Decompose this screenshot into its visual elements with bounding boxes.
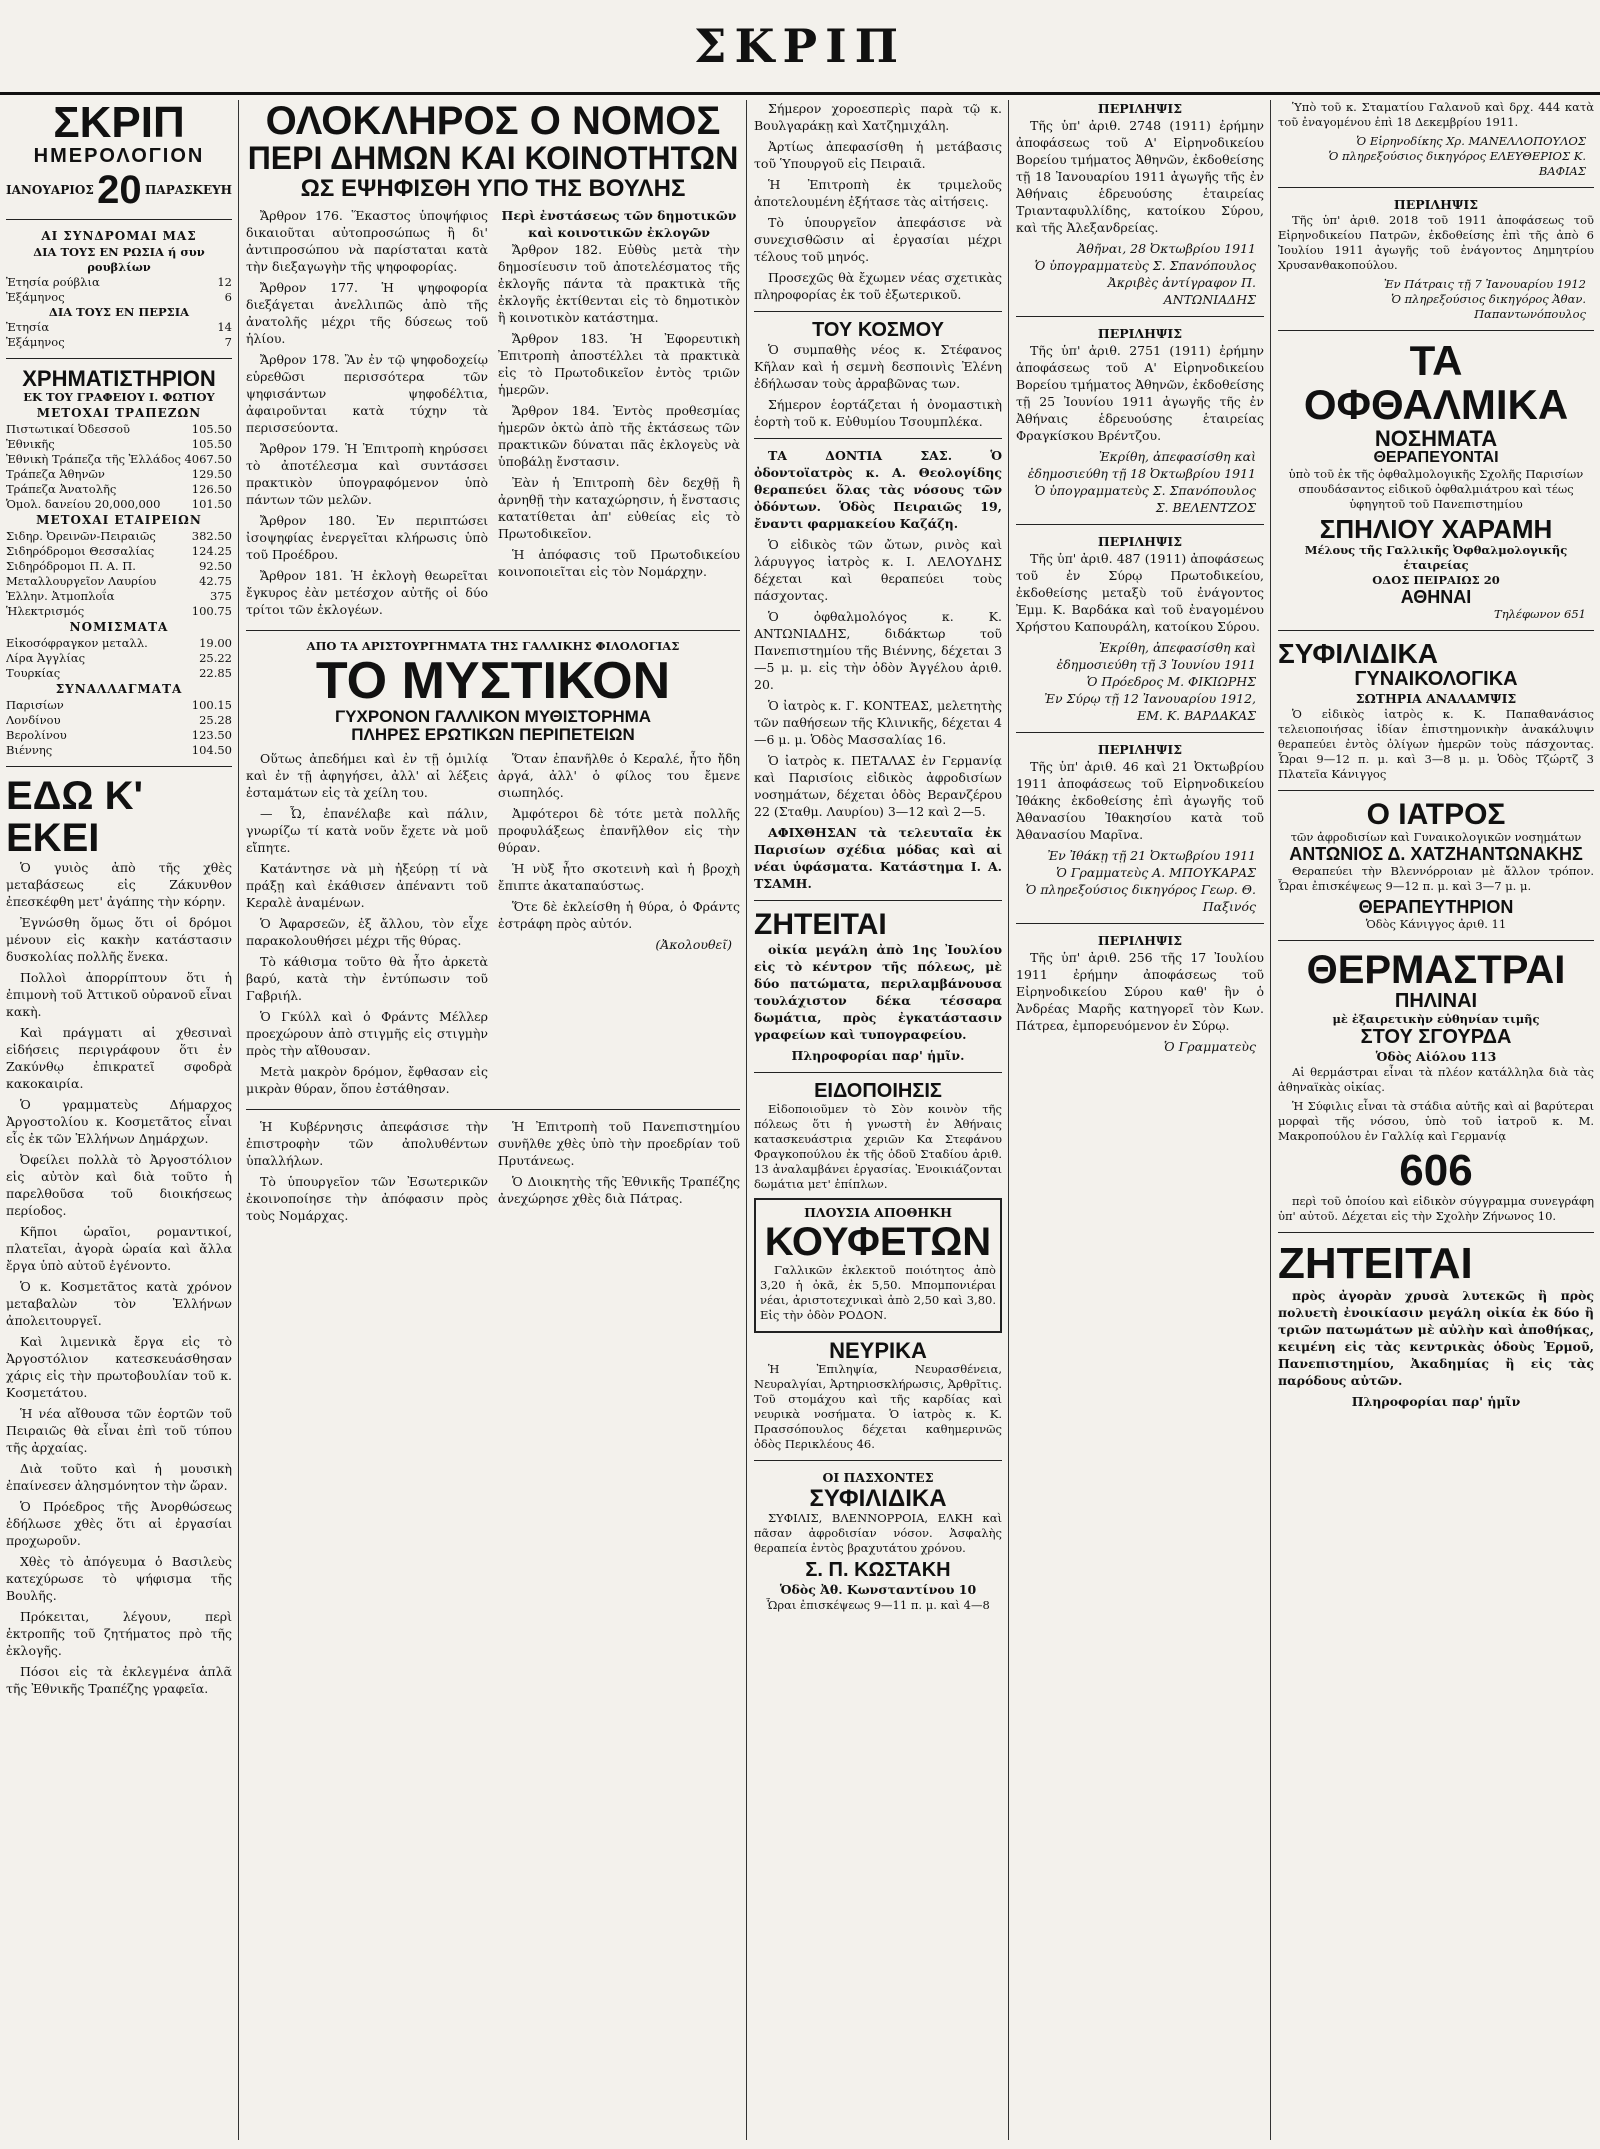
ad-text: Θεραπεύει τὴν Βλεννόρροιαν μὲ ἄλλον τρόπον. Ὧραι ἐπισκέψεως 9—12 π. μ. καὶ 3—7 μ. μ. (1278, 864, 1594, 894)
section-title: ΕΙΔΟΠΟΙΗΣΙΣ (814, 1079, 942, 1102)
ad-text: περὶ τοῦ ὁποίου καὶ εἰδικὸν σύγγραμμα συνεγράφη ὑπ' αὐτοῦ. Δέχεται εἰς τὴν Σχολὴν Ζήνωνος 10. (1278, 1194, 1594, 1224)
news-block (246, 1118, 740, 1228)
paragraph: Οὕτως ἀπεδήμει καὶ ἐν τῇ ὁμιλίᾳ καὶ ἐν τῇ ἀφηγήσει, ἀλλ' αἱ λέξεις ἐσταμάτων εἰς τὰ χείλη του. (246, 751, 488, 801)
notice-title: ΠΕΡΙΛΗΨΙΣ (1097, 101, 1183, 116)
table-cell: Ὁμολ. δανείου 20,000,000 (6, 497, 161, 512)
table-cell: Ἐξάμηνος (6, 290, 65, 305)
date-box (6, 169, 232, 211)
paragraph: Ὁ Πρόεδρος τῆς Ἀνορθώσεως ἐδήλωσε χθὲς ὅτι αἱ ἐργασίαι προχωροῦν. (6, 1499, 232, 1549)
ad-title: ΤΑ ΟΦΘΑΛΜΙΚΑ (1303, 337, 1569, 429)
legal-notice (1016, 533, 1264, 724)
paragraph: Τὸ ὑπουργεῖον τῶν Ἐσωτερικῶν ἐκοινοποίησε τὴν ἀπόφασιν πρὸς τοὺς Νομάρχας. (246, 1174, 488, 1224)
table-cell: Ἐτησία ρούβλια (6, 275, 100, 290)
column-right (1278, 100, 1594, 2140)
legal-notice (1016, 325, 1264, 516)
divider (1278, 1232, 1594, 1233)
notice-title: ΠΕΡΙΛΗΨΙΣ (1097, 326, 1183, 341)
paragraph: Καὶ λιμενικὰ ἔργα εἰς τὸ Ἀργοστόλιον κατεσκευάσθησαν χάρις εἰς τὴν πρωτοβουλίαν τοῦ κ. Κοσμετάτου. (6, 1334, 232, 1401)
ad-info: Πληροφορίαι παρ' ἡμῖν (1351, 1394, 1521, 1410)
table-cell: Ἐξάμηνος (6, 335, 65, 350)
divider (246, 630, 740, 631)
paragraph: Ἡ Κυβέρνησις ἀπεφάσισε τὴν ἐπιστροφὴν τῶν ἀπολυθέντων ὑπαλλήλων. (246, 1119, 488, 1169)
ad-title: ΘΕΡΜΑΣΤΡΑΙ (1306, 947, 1566, 992)
table-row (6, 437, 232, 452)
column-center (754, 100, 1002, 2140)
column-center-right (1016, 100, 1264, 2140)
ad-shop: ΣΤΟΥ ΣΓΟΥΡΔΑ (1360, 1025, 1512, 1048)
notice-text: Τῆς ὑπ' ἀριθ. 487 (1911) ἀποφάσεως τοῦ ἐν Σύρῳ Πρωτοδικείου, ἐκδοθείσης μεταξὺ τοῦ ἐνάγοντος Ἐμμ. Κ. Βαρδάκα καὶ τοῦ ἐναγομένου Χρήστου Καπουράλη, κατοίκου Σύρου. (1016, 551, 1264, 634)
article-body (6, 859, 232, 1697)
quotes-table (6, 636, 232, 681)
ad-doctor: Ὁ εἰδικὸς τῶν ὤτων, ρινὸς καὶ λάρυγγος ἰατρὸς κ. Ι. ΛΕΛΟΥΔΗΣ δέχεται καὶ θεραπεύει τοὺς πάσχοντας. (754, 537, 1002, 603)
table-cell: Τουρκίας (6, 666, 61, 681)
divider (754, 1072, 1002, 1073)
ad-text: πρὸς ἀγορὰν χρυσὰ λυτεκῶς ἢ πρὸς πολυετὴ ἐνοικίασιν μεγάλη οἰκία ἐκ δύο ἢ τριῶν πατωμάτων μὲ αὐλὴν καὶ ἀποθήκας, κειμένη εἰς τὰς κεντρικὰς ὁδοὺς Ἑρμοῦ, Πανεπιστημίου, Ἀκαδημίας ἢ εἰς τὰς παρόδους αὐτῶν. (1278, 1288, 1594, 1389)
divider (754, 438, 1002, 439)
ad-subtitle: ΘΕΡΑΠΕΥΟΝΤΑΙ (1373, 449, 1499, 467)
column-rule (238, 100, 239, 2140)
table-row (6, 335, 232, 350)
subscriptions-russia: ΔΙΑ ΤΟΥΣ ΕΝ ΡΩΣΙΑ ή συν ρουβλίων (33, 245, 205, 275)
paragraph: Ἄρθρον 177. Ἡ ψηφοφορία διεξάγεται ἀνελλιπῶς ἀπὸ τῆς ἀνατολῆς μέχρι τῆς δύσεως τοῦ ἡλίου. (246, 279, 488, 346)
ad-subtitle: ΓΥΝΑΙΚΟΛΟΓΙΚΑ (1354, 667, 1518, 690)
table-cell: 126.50 (191, 482, 232, 497)
table-row (6, 544, 232, 559)
ad-city: ΑΘΗΝΑΙ (1400, 587, 1472, 608)
paragraph: Ἄρθρον 182. Εὐθὺς μετὰ τὴν δημοσίευσιν τοῦ ἀποτελέσματος τῆς ἐκλογῆς πάντα τὰ πρακτικὰ τῆς ἐκλογῆς ἐκτίθενται εἰς τὸ δημοτικὸν ἢ κοινοτικὸν κατάστημα. (498, 241, 740, 325)
feuilleton-subtitle: ΠΛΗΡΕΣ ΕΡΩΤΙΚΩΝ ΠΕΡΙΠΕΤΕΙΩΝ (351, 725, 635, 745)
paragraph: Ὀφείλει πολλὰ τὸ Ἀργοστόλιον εἰς αὐτὸν καὶ διὰ τοῦτο ἡ παρελθοῦσα τοῦ διοικήσεως περίοδος. (6, 1152, 232, 1219)
divider (1016, 524, 1264, 525)
notice-signature: Ἀκριβὲς ἀντίγραφον Π. ΑΝΤΩΝΙΑΔΗΣ (1107, 275, 1256, 307)
feuilleton-body (246, 750, 740, 1101)
paragraph: Ὁ Ἀφαρσεῶν, ἐξ ἄλλου, τὸν εἶχε παρακολουθήσει μέχρι τῆς θύρας. (246, 916, 488, 949)
table-cell: 25.22 (199, 651, 232, 666)
ad-text: Ἡ Ἐπιληψία, Νευρασθένεια, Νευραλγίαι, Ἀρτηριοσκλήρωσις, Ἀρθρῖτις. Τοῦ στομάχου καὶ τῆς καρδίας καὶ νευρικὰ νοσήματα. Ὁ ἰατρὸς κ. Κ. Πρασσόπουλος δέχεται καθημερινῶς ὁδὸς Περικλέους 46. (754, 1361, 1002, 1451)
table-cell: 25.28 (199, 713, 232, 728)
paragraph: Καὶ πράγματι αἱ χθεσιναὶ εἰδήσεις περιγράφουν ὅτι ἐν Ζακύνθῳ ἐπικρατεῖ σφοδρὰ κακοκαιρία. (6, 1025, 232, 1092)
table-cell: Ἐθνικῆς (6, 437, 55, 452)
date-weekday: ΠΑΡΑΣΚΕΥΗ (145, 182, 232, 197)
subscriptions-persia: ΔΙΑ ΤΟΥΣ ΕΝ ΠΕΡΣΙΑ (48, 305, 190, 320)
ad-address: Ὁδὸς Κάνιγγος ἀριθ. 11 (1365, 916, 1507, 931)
ad-name: Σ. Π. ΚΩΣΤΑΚΗ (805, 1558, 951, 1581)
law-subhead: Περὶ ἐνστάσεως τῶν δημοτικῶν καὶ κοινοτικῶν ἐκλογῶν (501, 207, 737, 240)
paragraph: Ἀμφότεροι δὲ τότε μετὰ πολλῆς προφυλάξεως ἐπανῆλθον εἰς τὴν θύραν. (498, 806, 740, 856)
notice-text: Τῆς ὑπ' ἀριθ. 2748 (1911) ἐρήμην ἀποφάσεως τοῦ Α' Εἰρηνοδικείου Βορείου τμήματος Ἀθηνῶν, ἐκδοθείσης τῇ 18 Ἰανουαρίου 1911 ἀγωγῆς τῆς ἐν Ἀθήναις ἑδρευούσης ἑταιρείας Τριανταφυλλίδης, κατοίκου Σύρου, καὶ τῆς Ἀλεξανδρείας. (1016, 118, 1264, 235)
ad-number: 606 (1399, 1145, 1473, 1195)
column-rule (1008, 100, 1009, 2140)
table-cell: Βερολίνου (6, 728, 67, 743)
paragraph: Ἄρθρον 179. Ἡ Ἐπιτροπὴ κηρύσσει τὸ ἀποτέλεσμα καὶ συντάσσει πρακτικὸν ὑπογραφόμενον ὑπὸ πάντων τῶν μελῶν. (246, 440, 488, 507)
table-cell: 19.00 (199, 636, 232, 651)
notice-signature: Ὁ πληρεξούσιος δικηγόρος ΕΛΕΥΘΕΡΙΟΣ Κ. ΒΑΦΙΑΣ (1328, 149, 1586, 178)
divider (1278, 790, 1594, 791)
paragraph: — Ὦ, ἐπανέλαβε καὶ πάλιν, γνωρίζω τί κατὰ νοῦν ἔχετε νὰ μοῦ εἴπητε. (246, 806, 488, 856)
notice-date: Ὁ Γραμματεὺς (1163, 1039, 1256, 1054)
law-column (246, 207, 488, 622)
ad-subtitle: ΠΗΛΙΝΑΙ (1394, 989, 1478, 1012)
divider (1016, 923, 1264, 924)
notice-date: Ἐκρίθη, ἀπεφασίσθη καὶ ἐδημοσιεύθη τῇ 18 Ὀκτωβρίου 1911 (1027, 449, 1256, 481)
feuilleton-subtitle: ΓΥΧΡΟΝΟΝ ΓΑΛΛΙΚΟΝ ΜΥΘΙΣΤΟΡΗΜΑ (334, 707, 652, 727)
ad-dentist: ΤΑ ΔΟΝΤΙΑ ΣΑΣ. Ὁ ὀδοντοϊατρὸς κ. Α. Θεολογίδης θεραπεύει ὅλας τὰς νόσους τῶν ὀδόντων. Ὁδὸς Πειραιῶς 19, ἔναντι φαρμακείου Καζάζη. (754, 448, 1002, 531)
paragraph: Πόσοι εἰς τὰ ἐκλεγμένα ἁπλᾶ τῆς Ἐθνικῆς Τραπέζης γραφεῖα. (6, 1664, 232, 1697)
table-cell: Μεταλλουργεῖον Λαυρίου (6, 574, 157, 589)
news-column (246, 1118, 488, 1228)
paragraph: Ἀρτίως ἀπεφασίσθη ἡ μετάβασις τοῦ Ὑπουργοῦ εἰς Πειραιᾶ. (754, 139, 1002, 171)
table-cell: 123.50 (191, 728, 232, 743)
table-cell: Σιδηρόδρομοι Θεσσαλίας (6, 544, 155, 559)
paragraph: Ἐγνώσθη ὅμως ὅτι οἱ δρόμοι μένουν εἰς κακὴν κατάστασιν δυσκολίας πολλῆς ἕνεκα. (6, 915, 232, 965)
paragraph: Ὅτε δὲ ἐκλείσθη ἡ θύρα, ὁ Φράντς ἐστράφη πρὸς αὐτόν. (498, 899, 740, 932)
headline: ΠΕΡΙ ΔΗΜΩΝ ΚΑΙ ΚΟΙΝΟΤΗΤΩΝ (247, 140, 739, 176)
ad-syphilis (1278, 639, 1594, 781)
notice-signature: Ὁ Γραμματεὺς Α. ΜΠΟΥΚΑΡΑΣ (1056, 865, 1256, 880)
notice-text: Τῆς ὑπ' ἀριθ. 2751 (1911) ἐρήμην ἀποφάσεως τοῦ Α' Εἰρηνοδικείου Βορείου τμήματος Ἀθηνῶν, ἐκδοθείσης τῇ 25 Ἰουνίου 1911 ἀγωγῆς τῆς ἐν Ἀθήναις ἑδρευούσης ἑταιρείας Φραγκίσκου Βρέντζου. (1016, 343, 1264, 443)
masthead-title: ΣΚΡΙΠ (693, 19, 907, 73)
column-rule (746, 100, 747, 2140)
table-row (6, 651, 232, 666)
legal-notice (1278, 100, 1594, 179)
ad-kicker: ΠΛΟΥΣΙΑ ΑΠΟΘΗΚΗ (804, 1204, 952, 1220)
notice-title: ΠΕΡΙΛΗΨΙΣ (1097, 534, 1183, 549)
legal-notice (1016, 100, 1264, 308)
notice-signature: Ὁ Εἰρηνοδίκης Χρ. ΜΑΝΕΛΛΟΠΟΥΛΟΣ (1356, 134, 1586, 148)
table-row (6, 559, 232, 574)
table-cell: 12 (217, 275, 232, 290)
paragraph: Μετὰ μακρὸν δρόμον, ἔφθασαν εἰς μικρὰν θύραν, ὅπου ἐστάθησαν. (246, 1064, 488, 1097)
paragraph: Ἐὰν ἡ Ἐπιτροπὴ δὲν δεχθῇ ἢ ἀρνηθῇ τὴν καταχώρησιν, ἡ ἔνστασις κατατίθεται ἀπ' εὐθείας εἰς τὸ Πρωτοδικεῖον. (498, 474, 740, 541)
table-cell: 382.50 (191, 529, 232, 544)
ad-wanted-text: οἰκία μεγάλη ἀπὸ 1ης Ἰουλίου εἰς τὸ κέντρον τῆς πόλεως, μὲ δύο πατώματα, περιλαμβάνουσα τουλάχιστον δέκα τέσσαρα δωμάτια, πρὸς ἐγκατάστασιν γραφείων καὶ τυπογραφείου. (754, 941, 1002, 1042)
table-cell: 22.85 (199, 666, 232, 681)
table-cell: Παρισίων (6, 698, 64, 713)
feuilleton-title: ΤΟ ΜΥΣΤΙΚΟΝ (315, 651, 671, 710)
table-cell: 124.25 (191, 544, 232, 559)
ad-text: ὑπὸ τοῦ ἐκ τῆς ὀφθαλμολογικῆς Σχολῆς Παρισίων σπουδάσαντος εἰδικοῦ ὀφθαλμιάτρου καὶ τέως ὑφηγητοῦ τοῦ Πανεπιστημίου (1288, 467, 1584, 512)
notice-title: ΠΕΡΙΛΗΨΙΣ (1393, 197, 1479, 212)
ad-wanted-info: Πληροφορίαι παρ' ἡμῖν. (791, 1047, 965, 1063)
paragraph: Εἰδοποιοῦμεν τὸ Σὸν κοινὸν τῆς πόλεως ὅτι ἡ γνωστὴ ἐν Ἀθήναις κατασκευάστρια χεριῶν Κα Στεφάνου Φραγκοπούλου ἐκ τῆς ὁδοῦ Σταδίου ἀριθ. 13 ἀναλαμβάνει ἐργασίας. Ἐνοικιάζονται δωμάτια μετ' ἐπίπλων. (754, 1101, 1002, 1191)
divider (754, 311, 1002, 312)
ad-text: Γαλλικῶν ἐκλεκτοῦ ποιότητος ἀπὸ 3,20 ἡ ὀκᾶ, ἐκ 5,50. Μπομπονιέραι νέαι, ἀριστοτεχνικαὶ ἀπὸ 2,50 καὶ 3,80. Εἰς τὴν ὁδὸν ΡΟΔΟΝ. (760, 1262, 996, 1322)
paragraph: Ὁ συμπαθὴς νέος κ. Στέφανος Κῆλαν καὶ ἡ σεμνὴ δεσποινὶς Ἐλένη ἐδήλωσαν τοὺς ἀρραβῶνας των. (754, 342, 1002, 391)
exchange-group: ΝΟΜΙΣΜΑΤΑ (69, 620, 169, 635)
table-row (6, 589, 232, 604)
paper-title: ΣΚΡΙΠ (53, 100, 185, 147)
table-cell: Πιστωτικαί Ὀδεσσοῦ (6, 422, 131, 437)
ad-koufeta (754, 1198, 1002, 1333)
table-row (6, 574, 232, 589)
news-column (498, 1118, 740, 1228)
date-day: 20 (97, 168, 142, 213)
table-row (6, 452, 232, 467)
table-cell: Λίρα Ἀγγλίας (6, 651, 86, 666)
notice-date: Ἀθῆναι, 28 Ὀκτωβρίου 1911 (1077, 241, 1256, 256)
ad-title: ΣΥΦΙΛΙΔΙΚΑ (1278, 638, 1438, 670)
notice-date: Ἐν Ἰθάκῃ τῇ 21 Ὀκτωβρίου 1911 (1047, 848, 1256, 863)
table-cell: 42.75 (199, 574, 232, 589)
ad-address: Ὁδὸς Ἀθ. Κωνσταντίνου 10 (779, 1581, 977, 1597)
divider (246, 1109, 740, 1110)
column-left (6, 100, 232, 2140)
paragraph: Πολλοὶ ἀπορρίπτουν ὅτι ἡ ἐπιμονὴ τοῦ Ἀττικοῦ οὐρανοῦ εἶναι κακὴ. (6, 970, 232, 1020)
ad-text: Αἱ θερμάστραι εἶναι τὰ πλέον κατάλληλα διὰ τὰς ἀθηναϊκὰς οἰκίας. (1278, 1064, 1594, 1094)
paragraph: Σήμερον χοροεσπερὶς παρὰ τῷ κ. Βουλγαράκῃ καὶ Χατζημιχάλη. (754, 101, 1002, 133)
paragraph: Ἄρθρον 180. Ἐν περιπτώσει ἰσοψηφίας ἐνεργεῖται κλήρωσις ὑπὸ τοῦ Προέδρου. (246, 512, 488, 562)
table-row (6, 497, 232, 512)
table-cell: 101.50 (191, 497, 232, 512)
table-row (6, 743, 232, 758)
ad-title: ΖΗΤΕΙΤΑΙ (1278, 1239, 1473, 1289)
ad-address: Ὁδὸς Αἰόλου 113 (1375, 1048, 1497, 1064)
divider (1016, 732, 1264, 733)
ad-subtitle: μὲ ἐξαιρετικὴν εὐθηνίαν τιμῆς (1332, 1011, 1540, 1026)
ad-phone: Τηλέφωνον 651 (1494, 607, 1586, 622)
table-cell: 4067.50 (184, 452, 232, 467)
paragraph: Ὁ Γκύλλ καὶ ὁ Φράντς Μέλλερ προεχώρουν ἀπὸ στιγμῆς εἰς στιγμὴν πρὸς τὴν αἴθουσαν. (246, 1009, 488, 1059)
ad-kicker: ΣΩΤΗΡΙΑ ΑΝΑΛΑΜΨΙΣ (1355, 690, 1517, 706)
ad-doctor (1278, 799, 1594, 932)
paragraph: Ἄρθρον 178. Ἂν ἐν τῷ ψηφοδοχείῳ εὑρεθῶσι περισσότερα τῶν ψηφισάντων ψηφοδέλτια, ἀφαιροῦνται κατὰ τύχην τὰ περισσεύοντα. (246, 351, 488, 435)
table-cell: Ἑλλην. Ἀτμοπλοΐα (6, 589, 115, 604)
continued-note: (Ἀκολουθεῖ) (655, 937, 732, 953)
masthead-rule (0, 92, 1600, 95)
paragraph: Προσεχῶς θὰ ἔχωμεν νέας σχετικὰς πληροφορίας ἐκ τοῦ ἐξωτερικοῦ. (754, 270, 1002, 302)
ad-kicker: ΟΙ ΠΑΣΧΟΝΤΕΣ (822, 1469, 934, 1485)
notice-signature: Ὁ Πρόεδρος Μ. ΦΙΚΙΩΡΗΣ (1086, 674, 1256, 689)
divider (754, 1460, 1002, 1461)
quotes-table (6, 529, 232, 619)
ad-text: Ὁ εἰδικὸς ἰατρὸς κ. Κ. Παπαθανάσιος τελειοποιήσας ἰδίαν ἐπιστημονικὴν ἀνακάλυψιν θεραπεύει ἐντὸς ὀλίγων ἡμερῶν τοὺς πάσχοντας. Ὧραι 9—12 π. μ. καὶ 3—8 μ. μ. Ὁδὸς Τζώρτζ 3 Πλατεῖα Κάνιγγος (1278, 706, 1594, 781)
paragraph: Ἡ Ἐπιτροπὴ ἐκ τριμελοῦς ἀποτελουμένη ἐξήτασε τὰς αἰτήσεις. (754, 177, 1002, 209)
paragraph: Κατάντησε νὰ μὴ ἠξεύρῃ τί νὰ πράξῃ καὶ ἐκάθισεν ἀπέναντι τοῦ Κεραλὲ ἀναμένων. (246, 861, 488, 911)
paragraph: Ὁ γραμματεὺς Δήμαρχος Ἀργοστολίου κ. Κοσμετᾶτος εἶναι εἷς ἐκ τῶν Ἑλλήνων Δημάρχων. (6, 1097, 232, 1147)
table-cell: Ἐθνικὴ Τράπεζα τῆς Ἑλλάδος (6, 452, 181, 467)
divider (1278, 940, 1594, 941)
notice-signature: Ὁ πληρεξούσιος δικηγόρος Ἀθαν. Παπαντωνόπουλος (1391, 292, 1586, 321)
paragraph: Ἡ νὺξ ἦτο σκοτεινὴ καὶ ἡ βροχὴ ἔπιπτε ἀκαταπαύστως. (498, 861, 740, 894)
table-cell: Σιδηρόδρομοι Π. Α. Π. (6, 559, 136, 574)
table-cell: 14 (217, 320, 232, 335)
subscriptions-table (6, 320, 232, 350)
notice-text: Τῆς ὑπ' ἀριθ. 256 τῆς 17 Ἰουλίου 1911 ἐρήμην ἀποφάσεως τοῦ Εἰρηνοδικείου Σύρου καθ' ἣν ὁ Ἀνδρέας Μαρῆς κατηγορεῖ τὸν Κων. Πάτρεα, ἐμπορευόμενον ἐν Σύρῳ. (1016, 950, 1264, 1033)
table-row (6, 422, 232, 437)
table-row (6, 604, 232, 619)
notice-signature: Σ. ΒΕΛΕΝΤΖΟΣ (1155, 500, 1256, 515)
ad-ophthalmic (1278, 339, 1594, 622)
legal-notice (1016, 741, 1264, 915)
notice-text: Τῆς ὑπ' ἀριθ. 46 καὶ 21 Ὀκτωβρίου 1911 ἀποφάσεως τοῦ Εἰρηνοδικείου Ἰθάκης ἐκδοθείσης ἐπὶ ἀγωγῆς τοῦ Ἀθανασίου Ἰθακησίου κατὰ τοῦ Ἀθανασίου Μαρῖνα. (1016, 759, 1264, 842)
quotes-table (6, 698, 232, 758)
exchange-group: ΜΕΤΟΧΑΙ ΕΤΑΙΡΕΙΩΝ (36, 513, 202, 528)
table-cell: Ἡλεκτρισμός (6, 604, 85, 619)
table-cell: 7 (224, 335, 232, 350)
paragraph: Χθὲς τὸ ἀπόγευμα ὁ Βασιλεὺς κατεχύρωσε τὸ ψήφισμα τῆς Βουλῆς. (6, 1554, 232, 1604)
table-row (6, 713, 232, 728)
masthead (0, 0, 1600, 92)
paragraph: Τὸ κάθισμα τοῦτο θὰ ἦτο ἀρκετὰ βαρύ, κατὰ τὴν ἐντύπωσιν τοῦ Γαβριήλ. (246, 954, 488, 1004)
table-cell: 6 (224, 290, 232, 305)
paragraph: Ἡ Ἐπιτροπὴ τοῦ Πανεπιστημίου συνῆλθε χθὲς ὑπὸ τὴν προεδρίαν τοῦ Πρυτάνεως. (498, 1119, 740, 1169)
ad-text: ΣΥΦΙΛΙΣ, ΒΛΕΝΝΟΡΡΟΙΑ, ΕΛΚΗ καὶ πᾶσαν ἀφροδισίαν νόσον. Ἀσφαλὴς θεραπεία ἐντὸς βραχυτάτου χρόνου. (754, 1510, 1002, 1555)
table-cell: 129.50 (191, 467, 232, 482)
notice-signature: Ὁ πληρεξούσιος δικηγόρος Γεωρ. Θ. Παξινός (1025, 882, 1256, 914)
paragraph: Ἄρθρον 176. Ἕκαστος ὑποψήφιος δικαιοῦται αὐτοπροσώπως ἢ δι' ἀντιπροσώπου νὰ παρίσταται κατὰ τὴν διεξαγωγὴν τῆς ψηφοφορίας. (246, 207, 488, 274)
notice-title: ΠΕΡΙΛΗΨΙΣ (1097, 933, 1183, 948)
table-row (6, 636, 232, 651)
law-column (498, 207, 740, 622)
ad-label: ΘΕΡΑΠΕΥΤΗΡΙΟΝ (1358, 897, 1514, 918)
legal-notice (1278, 196, 1594, 322)
ad-name: ΑΝΤΩΝΙΟΣ Δ. ΧΑΤΖΗΑΝΤΩΝΑΚΗΣ (1289, 844, 1583, 865)
ad-doctor: Ὁ ἰατρὸς κ. ΠΕΤΑΛΑΣ ἐν Γερμανίᾳ καὶ Παρισίοις εἰδικὸς ἀφροδισίων νοσημάτων, δέχεται ὁδὸς Βερανζέρου 22 (Σταθμ. Λαυρίου) 3—12 καὶ 2—5. (754, 753, 1002, 819)
table-cell: Τράπεζα Ἀνατολῆς (6, 482, 117, 497)
table-cell: 100.75 (191, 604, 232, 619)
paragraph: Πρόκειται, λέγουν, περὶ ἐκτροπῆς τοῦ ζητήματος πρὸ τῆς ἐκλογῆς. (6, 1609, 232, 1659)
table-row (6, 482, 232, 497)
ad-title: ΚΟΥΦΕΤΩΝ (764, 1219, 992, 1264)
paragraph: Ὅταν ἐπανῆλθε ὁ Κεραλέ, ἦτο ἤδη ἀργά, ἀλλ' ὁ φίλος του ἔμενε σιωπηλός. (498, 751, 740, 801)
column-center-left (246, 100, 740, 2140)
paragraph: Ἄρθρον 183. Ἡ Ἐφορευτικὴ Ἐπιτροπὴ ἀποστέλλει τὰ πρακτικὰ εἰς τὸ Πρωτοδικεῖον ἐντὸς τριῶν ἡμερῶν. (498, 330, 740, 397)
ad-doctor: Ὁ ὀφθαλμολόγος κ. Κ. ΑΝΤΩΝΙΑΔΗΣ, διδάκτωρ τοῦ Πανεπιστημίου τῆς Βιέννης, δέχεται 3—5 μ. μ. εἰς τὴν ὁδὸν Ἀγγέλου ἀριθ. 20. (754, 609, 1002, 692)
notice-signature: Ἐν Πάτραις τῇ 7 Ἰανουαρίου 1912 (1383, 277, 1586, 291)
notice-text: Τῆς ὑπ' ἀριθ. 2018 τοῦ 1911 ἀποφάσεως τοῦ Εἰρηνοδικείου Πατρῶν, ἐκδοθείσης ἐπὶ τῆς ἀπὸ 6 Ἰουλίου 1911 ἀγωγῆς τοῦ ἐνάγοντος Δημητρίου Χρυσανθακοπούλου. (1278, 213, 1594, 272)
table-row (6, 290, 232, 305)
paragraph: Τὸ ὑπουργεῖον ἀπεφάσισε νὰ συνεχισθῶσιν αἱ ἐργασίαι μέχρι τέλους τοῦ μηνός. (754, 215, 1002, 264)
paragraph: Ὁ Διοικητὴς τῆς Ἐθνικῆς Τραπέζης ἀνεχώρησε χθὲς διὰ Πάτρας. (498, 1174, 740, 1207)
feuilleton-column (246, 750, 488, 1101)
headline: ΟΛΟΚΛΗΡΟΣ Ο ΝΟΜΟΣ (265, 100, 721, 143)
table-row (6, 467, 232, 482)
notice-signature: Ὁ ὑπογραμματεὺς Σ. Σπανόπουλος (1034, 483, 1256, 498)
table-cell: Τράπεζα Ἀθηνῶν (6, 467, 105, 482)
table-row (6, 275, 232, 290)
legal-notice (1016, 932, 1264, 1055)
divider (6, 358, 232, 359)
ad-doctor: Ὁ ἰατρὸς κ. Γ. ΚΟΝΤΕΑΣ, μελετητὴς τῶν παθήσεων τῆς Κλινικῆς, δέχεται 4—6 μ. μ. Ὁδὸς Μασσαλίας 16. (754, 698, 1002, 747)
table-row (6, 666, 232, 681)
paragraph: Διὰ τοῦτο καὶ ἡ μουσικὴ ἐπαίνεσεν ἀλησμόνητον τὴν ὥραν. (6, 1461, 232, 1494)
divider (1016, 316, 1264, 317)
divider (1278, 330, 1594, 331)
table-row (6, 698, 232, 713)
feuilleton-column (498, 750, 740, 1101)
exchange-group: ΜΕΤΟΧΑΙ ΤΡΑΠΕΖΩΝ (36, 406, 202, 421)
exchange-heading: ΧΡΗΜΑΤΙΣΤΗΡΙΟΝ (22, 366, 216, 392)
notice-signature: Ὁ ὑπογραμματεὺς Σ. Σπανόπουλος (1034, 258, 1256, 273)
ad-title: ΝΕΥΡΙΚΑ (829, 1337, 927, 1363)
ad-hours: Ὧραι ἐπισκέψεως 9—11 π. μ. καὶ 4—8 (766, 1597, 990, 1612)
paragraph: Ἄρθρον 181. Ἡ ἐκλογὴ θεωρεῖται ἔγκυρος ἐὰν μετέσχον αὐτῆς οἱ δύο τρίτοι τῶν ἐκλογέων. (246, 567, 488, 617)
notice-text: Ὑπὸ τοῦ κ. Σταματίου Γαλανοῦ καὶ δρχ. 444 κατὰ τοῦ ἐναγομένου ἐπὶ 18 Δεκεμβρίου 1911. (1278, 100, 1594, 129)
quotes-table (6, 422, 232, 512)
table-cell: 104.50 (191, 743, 232, 758)
ad-stoves (1278, 949, 1594, 1095)
ad-title: ΣΥΦΙΛΙΔΙΚΑ (809, 1484, 947, 1512)
column-rule (1270, 100, 1271, 2140)
law-article (246, 207, 740, 622)
ad-arrivals: ΑΦΙΧΘΗΣΑΝ τὰ τελευταῖα ἐκ Παρισίων σχέδια μόδας καὶ αἱ νέαι ὑφάσματα. Κατάστημα Ι. Α. ΤΣΑΜΗ. (754, 825, 1002, 891)
section-title: ΤΟΥ ΚΟΣΜΟΥ (812, 319, 944, 341)
notice-title: ΠΕΡΙΛΗΨΙΣ (1097, 742, 1183, 757)
table-cell: Λονδίνου (6, 713, 61, 728)
table-row (6, 529, 232, 544)
ad-text: Μέλους τῆς Γαλλικῆς Ὀφθαλμολογικῆς ἑταιρείας (1304, 543, 1568, 573)
ad-title: Ο ΙΑΤΡΟΣ (1366, 797, 1506, 831)
paragraph: Ὁ κ. Κοσμετᾶτος κατὰ χρόνον μεταβαλὼν τὸν Ἑλλήνων ἀπολειτουργεῖ. (6, 1279, 232, 1329)
divider (1278, 630, 1594, 631)
exchange-group: ΣΥΝΑΛΛΑΓΜΑΤΑ (55, 682, 183, 697)
subscriptions-table (6, 275, 232, 305)
ad-book (1278, 1099, 1594, 1224)
notice-signature: Ἐν Σύρῳ τῇ 12 Ἰανουαρίου 1912, ΕΜ. Κ. ΒΑΡΔΑΚΑΣ (1044, 691, 1256, 723)
exchange-subheading: ΕΚ ΤΟΥ ΓΡΑΦΕΙΟΥ Ι. ΦΩΤΙΟΥ (23, 390, 215, 405)
calendar-label: ΗΜΕΡΟΛΟΓΙΟΝ (33, 145, 205, 168)
headline: ΩΣ ΕΨΗΦΙΣΘΗ ΥΠΟ ΤΗΣ ΒΟΥΛΗΣ (300, 174, 686, 202)
ad-subtitle: ΝΟΣΗΜΑΤΑ (1374, 426, 1498, 452)
divider (6, 766, 232, 767)
table-cell: Βιέννης (6, 743, 53, 758)
section-title: ΕΔΩ Κ' ΕΚΕΙ (6, 774, 144, 861)
feuilleton-kicker: ΑΠΟ ΤΑ ΑΡΙΣΤΟΥΡΓΗΜΑΤΑ ΤΗΣ ΓΑΛΛΙΚΗΣ ΦΙΛΟΛΟΓΙΑΣ (306, 638, 680, 653)
table-cell: 92.50 (199, 559, 232, 574)
ad-wanted-title: ΖΗΤΕΙΤΑΙ (754, 908, 887, 941)
ad-address: ΟΔΟΣ ΠΕΙΡΑΙΩΣ 20 (1372, 573, 1500, 588)
table-cell: 100.15 (191, 698, 232, 713)
ad-subtitle: τῶν ἀφροδισίων καὶ Γυναικολογικῶν νοσημάτων (1290, 830, 1582, 845)
table-cell: 375 (210, 589, 232, 604)
subscriptions-heading: ΑΙ ΣΥΝΔΡΟΜΑΙ ΜΑΣ (41, 229, 197, 244)
table-row (6, 320, 232, 335)
table-cell: 105.50 (191, 437, 232, 452)
date-month: ΙΑΝΟΥΑΡΙΟΣ (6, 182, 94, 197)
ad-text: Ἡ Σύφιλις εἶναι τὰ στάδια αὐτῆς καὶ αἱ βαρύτεραι μορφαὶ τῆς νόσου, ὑπὸ τοῦ ἰατροῦ κ. Μ. Μακροπούλου ἐν Γαλλίᾳ καὶ Γερμανίᾳ (1278, 1098, 1594, 1143)
paragraph: Σήμερον ἑορτάζεται ἡ ὀνομαστικὴ ἑορτὴ τοῦ κ. Εὐθυμίου Τσουμπλέκα. (754, 397, 1002, 429)
table-cell: 105.50 (191, 422, 232, 437)
paragraph: Κῆποι ὡραῖοι, ρομαντικοί, πλατεῖαι, ἀγορὰ ὡραία καὶ ἄλλα ἔργα ὑπὸ αὐτοῦ ἐγένοντο. (6, 1224, 232, 1274)
table-cell: Σιδηρ. Ὀρεινῶν-Πειραιῶς (6, 529, 156, 544)
table-row (6, 728, 232, 743)
table-cell: Ἐτησία (6, 320, 50, 335)
paragraph: Ἡ νέα αἴθουσα τῶν ἑορτῶν τοῦ Πειραιῶς θὰ εἶναι ἐπὶ τοῦ τύπου τῆς ἀρχαίας. (6, 1406, 232, 1456)
divider (1278, 187, 1594, 188)
table-cell: Εἰκοσόφραγκον μεταλλ. (6, 636, 148, 651)
ad-name: ΣΠΗΛΙΟΥ ΧΑΡΑΜΗ (1319, 514, 1553, 545)
paragraph: Ἡ ἀπόφασις τοῦ Πρωτοδικείου κοινοποιεῖται εἰς τὸν Νομάρχην. (498, 546, 740, 579)
paragraph: Ὁ γυιὸς ἀπὸ τῆς χθὲς μεταβάσεως εἰς Ζάκυνθον ἐπεσκέφθη μετ' ἀγάπης τὴν κόρην. (6, 860, 232, 910)
divider (754, 900, 1002, 901)
divider (6, 219, 232, 220)
paragraph: Ἄρθρον 184. Ἐντὸς προθεσμίας ἡμερῶν ὀκτὼ ἀπὸ τῆς ἐκτάσεως τῶν πρακτικῶν δύναται πᾶς ἐκλογεὺς νὰ ὑποβάλῃ ἔνστασιν. (498, 402, 740, 469)
ad-wanted (1278, 1241, 1594, 1410)
notice-date: Ἐκρίθη, ἀπεφασίσθη καὶ ἐδημοσιεύθη τῇ 3 Ἰουνίου 1911 (1056, 640, 1256, 672)
